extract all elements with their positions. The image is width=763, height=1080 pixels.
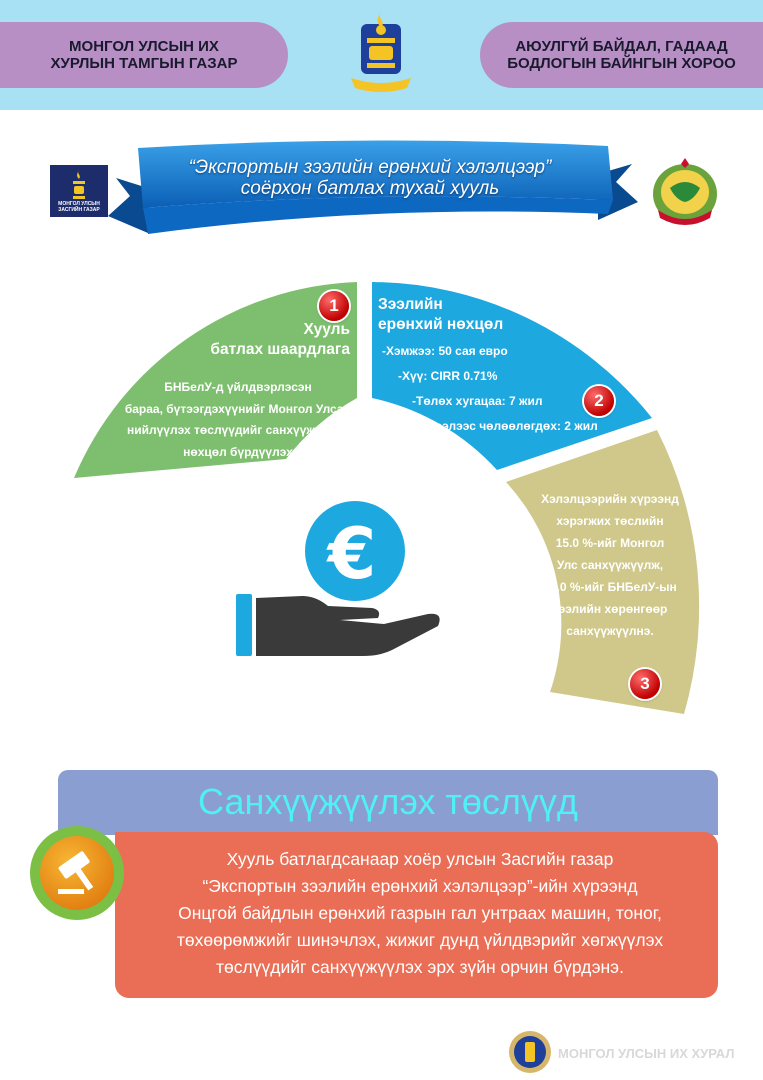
banner-title-line-2: соёрхон батлах тухай хууль	[240, 178, 500, 199]
header-right-line-2: БОДЛОГЫН БАЙНГЫН ХОРОО	[507, 55, 736, 72]
security-committee-label	[480, 22, 763, 88]
segment-3-line-4: Улс санхүүжүүлж,	[556, 558, 664, 572]
section-line-1: Хууль батлагдсанаар хоёр улсын Засгийн газар	[226, 849, 614, 869]
parliament-office-label	[0, 22, 288, 88]
gov-logo-line-2: ЗАСГИЙН ГАЗАР	[58, 207, 100, 213]
segment-2-line-4: -Зээлээс чөлөөлөгдөх: 2 жил	[424, 419, 598, 433]
gov-soyombo-icon	[50, 165, 108, 203]
section-title: Санхүүжүүлэх төслүүд	[198, 781, 578, 822]
segment-1-heading-line-1: Хууль	[303, 321, 350, 338]
number-badge-1: 1	[319, 291, 349, 321]
soyombo-emblem-icon	[345, 8, 417, 94]
segment-1-line-3: нийлүүлэх төслүүдийг санхүүжүүлэх	[126, 423, 349, 437]
number-badge-2: 2	[584, 386, 614, 416]
segment-3-line-6: зээлийн хөрөнгөөр	[552, 602, 668, 616]
footer-emblem-icon	[508, 1030, 552, 1074]
segment-1-line-4: нөхцөл бүрдүүлэх	[183, 444, 293, 459]
segment-1-line-1: БНБелУ-д үйлдвэрлэсэн	[164, 380, 312, 394]
segment-1-heading-line-2: батлах шаардлага	[210, 341, 350, 358]
segment-1-heading	[190, 320, 350, 360]
section-line-4: төхөөрөмжийг шинэчлэх, жижиг дунд үйлдвэрийг хөгжүүлэх	[176, 930, 664, 950]
segment-3-line-7: санхүүжүүлнэ.	[566, 624, 654, 638]
segment-2-line-1: -Хэмжээ: 50 сая евро	[382, 344, 508, 358]
section-line-5: төслүүдийг санхүүжүүлэх эрх зүйн орчин бүрдэнэ.	[216, 957, 624, 977]
segment-2-heading-line-1: Зээлийн	[378, 296, 443, 313]
section-text	[120, 846, 720, 981]
segment-3-line-5: 85.0 %-ийг БНБелУ-ын	[543, 580, 677, 594]
header-left-line-2: ХУРЛЫН ТАМГЫН ГАЗАР	[50, 55, 238, 72]
government-logo	[50, 165, 108, 217]
footer-watermark: МОНГОЛ УЛСЫН ИХ ХУРАЛ	[558, 1046, 735, 1061]
segment-3-line-3: 15.0 %-ийг Монгол	[555, 536, 665, 550]
segment-1-body	[118, 377, 358, 463]
segment-2-line-3: -Төлөх хугацаа: 7 жил	[412, 394, 543, 408]
segment-3-line-2: хэрэгжих төслийн	[556, 514, 664, 528]
banner-title-line-1: “Экспортын зээлийн ерөнхий хэлэлцээр”	[188, 157, 552, 178]
segment-2-heading	[378, 295, 538, 335]
belarus-emblem-icon	[650, 158, 720, 226]
segment-3-line-1: Хэлэлцээрийн хүрээнд	[541, 492, 679, 506]
header-left-line-1: МОНГОЛ УЛСЫН ИХ	[69, 38, 219, 55]
number-badge-3: 3	[630, 669, 660, 699]
gov-logo-line-1: МОНГОЛ УЛСЫН	[58, 201, 100, 207]
header-right-line-1: АЮУЛГҮЙ БАЙДАЛ, ГАДААД	[515, 38, 728, 55]
segment-2-heading-line-2: ерөнхий нөхцөл	[378, 316, 504, 333]
gavel-icon	[48, 845, 106, 901]
svg-text:€: €	[327, 513, 377, 595]
banner-title	[160, 157, 580, 199]
segment-3-body	[530, 488, 690, 642]
section-line-2: “Экспортын зээлийн ерөнхий хэлэлцээр”-ийн хүрээнд	[202, 876, 638, 896]
segment-2-line-2: -Хүү: CIRR 0.71%	[398, 369, 498, 383]
section-line-3: Онцгой байдлын ерөнхий газрын гал унтраах машин, тоног,	[178, 903, 662, 923]
euro-hand-icon	[232, 498, 452, 668]
segment-1-line-2: бараа, бүтээгдэхүүнийг Монгол Улсад	[124, 401, 352, 416]
